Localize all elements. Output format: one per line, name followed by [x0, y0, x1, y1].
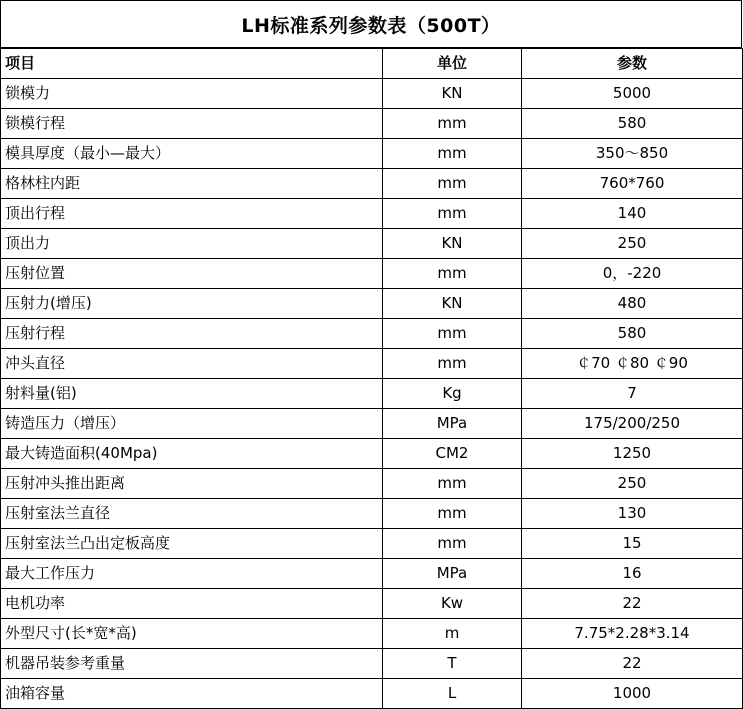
row-item: 压射室法兰凸出定板高度: [1, 529, 383, 559]
row-value: ￠70 ￠80 ￠90: [522, 349, 743, 379]
row-value: 1250: [522, 439, 743, 469]
row-value: 250: [522, 229, 743, 259]
table-row: [1, 649, 743, 679]
table-row: [1, 139, 743, 169]
table-row: [1, 499, 743, 529]
row-value: 15: [522, 529, 743, 559]
table-row: [1, 439, 743, 469]
row-item: 电机功率: [1, 589, 383, 619]
row-unit: KN: [383, 229, 522, 259]
row-value: 580: [522, 109, 743, 139]
row-item: 模具厚度（最小—最大）: [1, 139, 383, 169]
row-value: 0，-220: [522, 259, 743, 289]
row-unit: KN: [383, 289, 522, 319]
table-row: [1, 259, 743, 289]
table-row: [1, 319, 743, 349]
table-title: LH标准系列参数表（500T）: [1, 1, 742, 48]
row-item: 压射行程: [1, 319, 383, 349]
row-value: 250: [522, 469, 743, 499]
row-item: 油箱容量: [1, 679, 383, 709]
header-item: 项目: [1, 49, 383, 79]
row-unit: mm: [383, 499, 522, 529]
table-row: [1, 349, 743, 379]
row-unit: mm: [383, 109, 522, 139]
table-row: [1, 79, 743, 109]
table-row: [1, 109, 743, 139]
row-unit: KN: [383, 79, 522, 109]
table-row: [1, 619, 743, 649]
header-value: 参数: [522, 49, 743, 79]
table-row: [1, 229, 743, 259]
row-value: 140: [522, 199, 743, 229]
row-value: 22: [522, 649, 743, 679]
row-item: 冲头直径: [1, 349, 383, 379]
row-value: 5000: [522, 79, 743, 109]
row-unit: m: [383, 619, 522, 649]
row-unit: mm: [383, 259, 522, 289]
row-unit: MPa: [383, 559, 522, 589]
row-item: 顶出行程: [1, 199, 383, 229]
row-unit: CM2: [383, 439, 522, 469]
row-value: 7: [522, 379, 743, 409]
row-unit: mm: [383, 139, 522, 169]
row-value: 16: [522, 559, 743, 589]
table-row: [1, 199, 743, 229]
row-unit: mm: [383, 529, 522, 559]
row-unit: L: [383, 679, 522, 709]
row-item: 最大工作压力: [1, 559, 383, 589]
row-item: 射料量(铝): [1, 379, 383, 409]
row-unit: mm: [383, 169, 522, 199]
row-value: 760*760: [522, 169, 743, 199]
row-item: 压射冲头推出距离: [1, 469, 383, 499]
table-row: [1, 469, 743, 499]
row-item: 机器吊装参考重量: [1, 649, 383, 679]
row-item: 外型尺寸(长*宽*高): [1, 619, 383, 649]
row-unit: mm: [383, 319, 522, 349]
row-item: 压射位置: [1, 259, 383, 289]
row-item: 格林柱内距: [1, 169, 383, 199]
row-value: 175/200/250: [522, 409, 743, 439]
row-unit: mm: [383, 349, 522, 379]
table-row: [1, 589, 743, 619]
table-row: [1, 169, 743, 199]
row-value: 580: [522, 319, 743, 349]
row-item: 锁模行程: [1, 109, 383, 139]
row-value: 130: [522, 499, 743, 529]
row-unit: T: [383, 649, 522, 679]
row-unit: mm: [383, 199, 522, 229]
row-unit: Kw: [383, 589, 522, 619]
table-row: [1, 559, 743, 589]
table-row: [1, 529, 743, 559]
row-item: 铸造压力（增压）: [1, 409, 383, 439]
header-unit: 单位: [383, 49, 522, 79]
spec-table: [0, 48, 743, 709]
row-value: 7.75*2.28*3.14: [522, 619, 743, 649]
row-item: 压射室法兰直径: [1, 499, 383, 529]
header-row: [1, 49, 743, 79]
row-item: 锁模力: [1, 79, 383, 109]
row-value: 480: [522, 289, 743, 319]
row-unit: mm: [383, 469, 522, 499]
table-row: [1, 289, 743, 319]
table-row: [1, 379, 743, 409]
row-item: 最大铸造面积(40Mpa): [1, 439, 383, 469]
row-value: 1000: [522, 679, 743, 709]
row-value: 350～850: [522, 139, 743, 169]
row-item: 顶出力: [1, 229, 383, 259]
row-unit: Kg: [383, 379, 522, 409]
row-unit: MPa: [383, 409, 522, 439]
table-row: [1, 679, 743, 709]
table-row: [1, 409, 743, 439]
row-value: 22: [522, 589, 743, 619]
row-item: 压射力(增压): [1, 289, 383, 319]
